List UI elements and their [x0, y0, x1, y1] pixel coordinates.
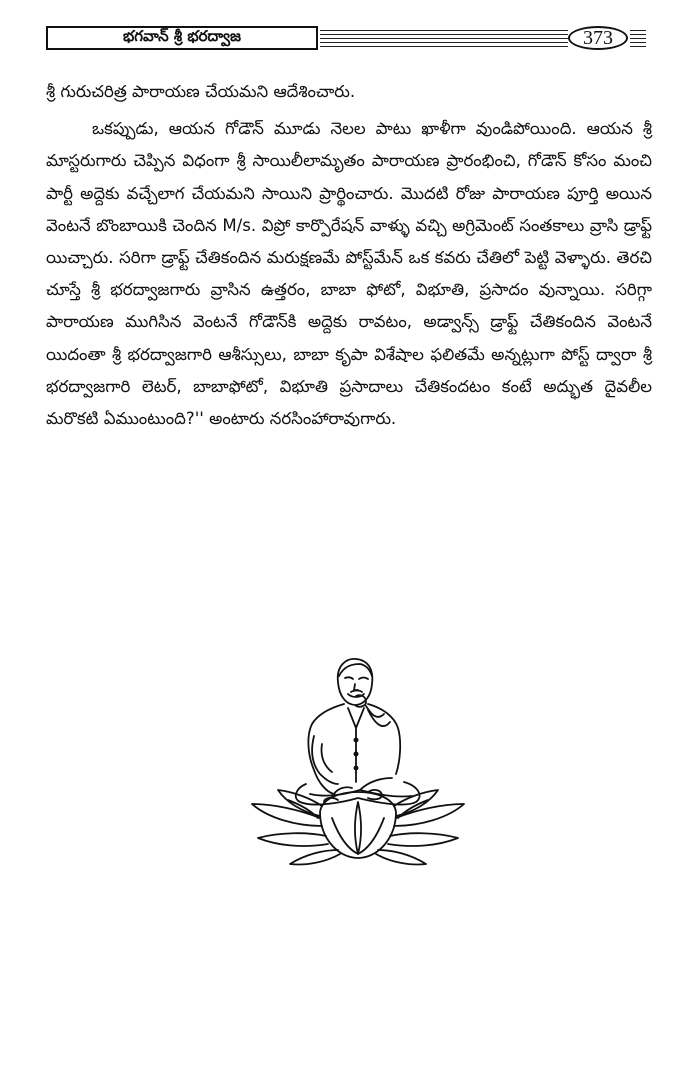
page-header [46, 26, 646, 52]
master-on-lotus-icon [248, 652, 468, 868]
body-text [46, 76, 652, 435]
book-title: భగవాన్ శ్రీ భరద్వాజ [46, 26, 318, 50]
header-rules-right [630, 30, 646, 48]
page-number: 373 [568, 26, 628, 50]
header-rules [320, 30, 568, 48]
paragraph-1: శ్రీ గురుచరిత్ర పారాయణ చేయమని ఆదేశించారు. [46, 82, 356, 101]
paragraph-2: ఒకప్పుడు, ఆయన గోడౌన్ మూడు నెలల పాటు ఖాళీగా వుండిపోయింది. ఆయన శ్రీ మాస్టరుగారు చెప్పిన విధంగా శ్రీ సాయిలీలామృతం పారాయణ ప్రారంభించి, గోడౌన్ కోసం మంచి పార్టీ అద్దెకు వచ్చేలాగ చేయమని సాయిని ప్రార్థించారు. మొదటి రోజు పారాయణ పూర్తి అయిన వెంటనే బొంబాయికి చెందిన M/s. విప్రో కార్పొరేషన్ వాళ్ళు వచ్చి అగ్రిమెంట్ సంతకాలు వ్రాసి డ్రాఫ్ట్ యిచ్చారు. సరిగా డ్రాఫ్ట్ చేతికందిన మరుక్షణమే పోస్ట్‌మేన్ ఒక కవరు చేతిలో పెట్టి వెళ్ళారు. తెరచి చూస్తే శ్రీ భరద్వాజగారు వ్రాసిన ఉత్తరం, బాబా ఫోటో, విభూతి, ప్రసాదం వున్నాయి. సరిగ్గా పారాయణ ముగిసిన వెంటనే గోడౌన్‌కి అద్దెకు రావటం, అడ్వాన్స్ డ్రాఫ్ట్ చేతికందిన వెంటనే యిదంతా శ్రీ భరద్వాజగారి ఆశీస్సులు, బాబా కృపా విశేషాల ఫలితమే అన్నట్లుగా పోస్ట్ ద్వారా శ్రీ భరద్వాజగారి లెటర్, బాబాఫోటో, విభూతి ప్రసాదాలు చేతికందటం కంటే అద్భుత దైవలీల మరొకటి ఏముంటుంది?'' అంటారు నరసింహారావుగారు. [46, 119, 652, 429]
